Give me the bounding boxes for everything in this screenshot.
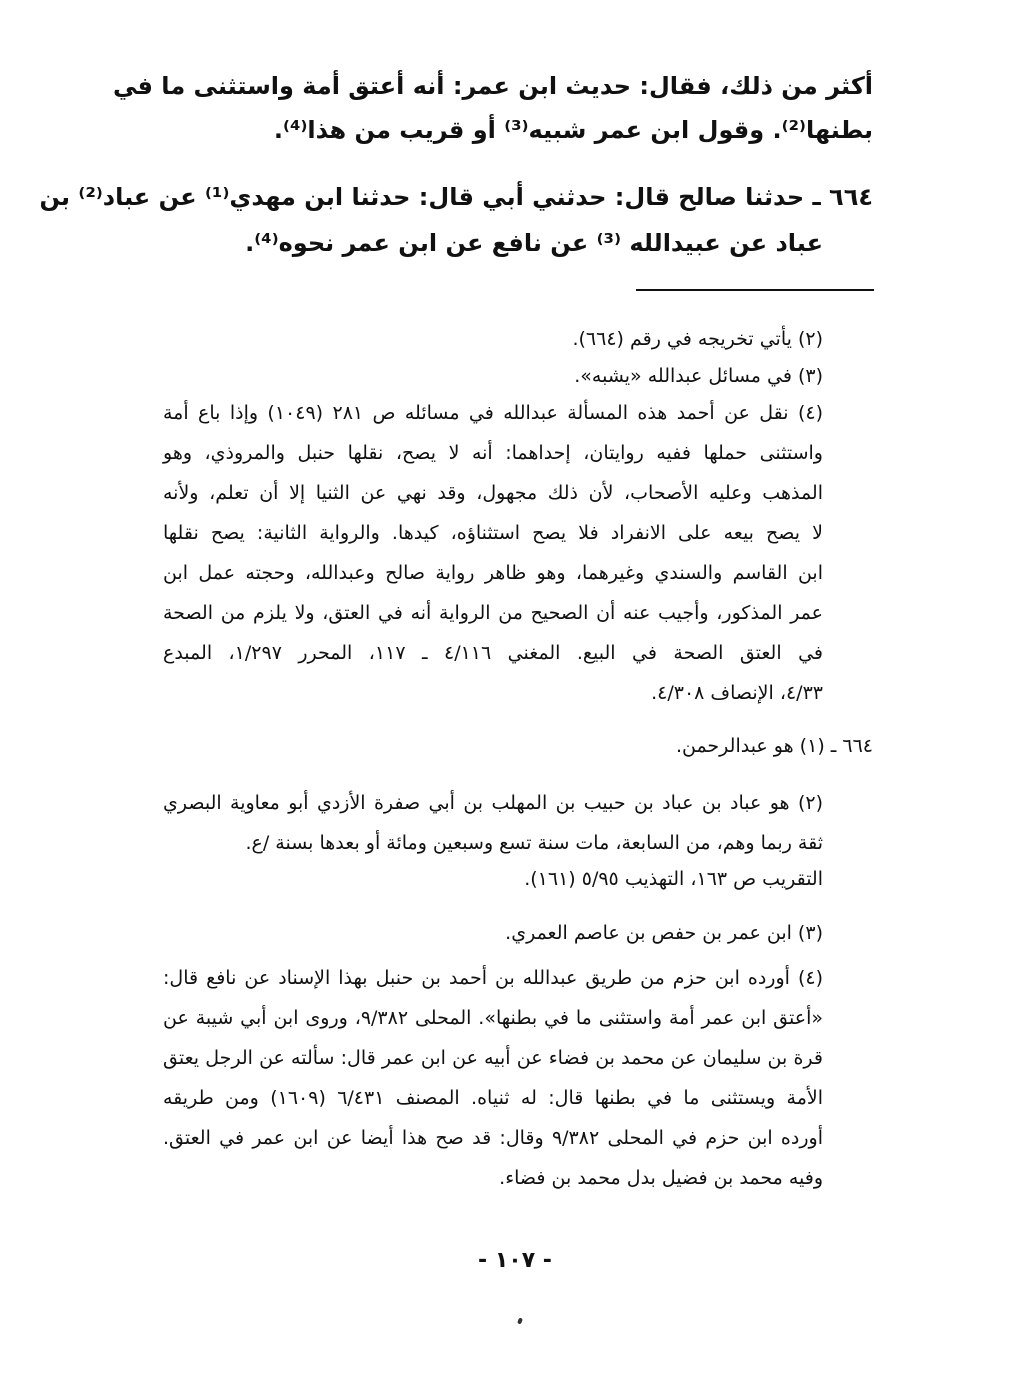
footnote-664-4-line-3: قرة بن سليمان عن محمد بن فضاء عن أبيه عن ابن عمر قال: سألته عن الرجل يعتق [163,1047,823,1069]
footnote-3-prev: (٣) في مسائل عبدالله «يشبه». [574,365,823,387]
main-text-line-2: بطنها⁽²⁾. وقول ابن عمر شبيه⁽³⁾ أو قريب من هذا⁽⁴⁾. [273,116,873,144]
footnote-664-3: (٣) ابن عمر بن حفص بن عاصم العمري. [505,922,823,944]
footnote-664-4-line-2: «أعتق ابن عمر أمة واستثنى ما في بطنها». المحلى ٩/٣٨٢، وروى ابن أبي شيبة عن [163,1007,823,1029]
footnote-4-prev-line-1: (٤) نقل عن أحمد هذه المسألة عبدالله في مسائله ص ٢٨١ (١٠٤٩) وإذا باع أمة [163,402,823,424]
footnote-664-2-line-1: (٢) هو عباد بن عباد بن حبيب بن المهلب بن أبي صفرة الأزدي أبو معاوية البصري [163,792,823,814]
footnote-664-2-line-3: التقريب ص ١٦٣، التهذيب ٥/٩٥ (١٦١). [524,868,823,890]
footnote-separator [636,289,874,291]
footnote-664-1: ٦٦٤ ـ (١) هو عبدالرحمن. [675,735,873,757]
hadith-664-line-1: ٦٦٤ ـ حدثنا صالح قال: حدثني أبي قال: حدثنا ابن مهدي⁽¹⁾ عن عباد⁽²⁾ بن [39,183,873,211]
footnote-4-prev-line-7: في العتق الصحة في البيع. المغني ٤/١١٦ ـ ١١٧، المحرر ١/٢٩٧، المبدع [163,642,823,664]
footnote-664-4-line-5: أورده ابن حزم في المحلى ٩/٣٨٢ وقال: قد صح هذا أيضا عن ابن عمر في العتق. [163,1127,823,1149]
footnote-4-prev-line-4: لا يصح بيعه على الانفراد فلا يصح استثناؤه، كيدها. والرواية الثانية: يصح نقلها [163,522,823,544]
page-number: - ١٠٧ - [478,1248,552,1273]
footnote-664-4-line-6: وفيه محمد بن فضيل بدل محمد بن فضاء. [499,1167,823,1189]
footnote-664-4-line-4: الأمة ويستثنى ما في بطنها قال: له ثنياه. المصنف ٦/٤٣١ (١٦٠٩) ومن طريقه [163,1087,824,1109]
scan-speck [517,1317,523,1324]
footnote-664-2-line-2: ثقة ربما وهم، من السابعة، مات سنة تسع وسبعين ومائة أو بعدها بسنة /ع. [245,832,823,854]
footnote-4-prev-line-5: ابن القاسم والسندي وغيرهما، وهو ظاهر رواية صالح وعبدالله، وحجته عمل ابن [163,562,823,584]
footnote-2-prev: (٢) يأتي تخريجه في رقم (٦٦٤). [572,328,823,350]
footnote-4-prev-line-2: واستثنى حملها ففيه روايتان، إحداهما: أنه لا يصح، نقلها حنبل والمروذي، وهو [163,442,823,464]
hadith-664-line-2: عباد عن عبيدالله ⁽³⁾ عن نافع عن ابن عمر نحوه⁽⁴⁾. [245,229,823,257]
footnote-4-prev-line-3: المذهب وعليه الأصحاب، لأن ذلك مجهول، وقد نهي عن الثنيا إلا أن تعلم، ولأنه [163,482,823,504]
footnote-4-prev-line-6: عمر المذكور، وأجيب عنه أن الصحيح من الرواية أنه في العتق، ولا يلزم من الصحة [163,602,823,624]
footnote-4-prev-line-8: ٤/٣٣، الإنصاف ٤/٣٠٨. [651,682,823,704]
footnote-664-4-line-1: (٤) أورده ابن حزم من طريق عبدالله بن أحمد بن حنبل بهذا الإسناد عن نافع قال: [163,967,823,989]
main-text-line-1: أكثر من ذلك، فقال: حديث ابن عمر: أنه أعتق أمة واستثنى ما في [112,72,873,100]
